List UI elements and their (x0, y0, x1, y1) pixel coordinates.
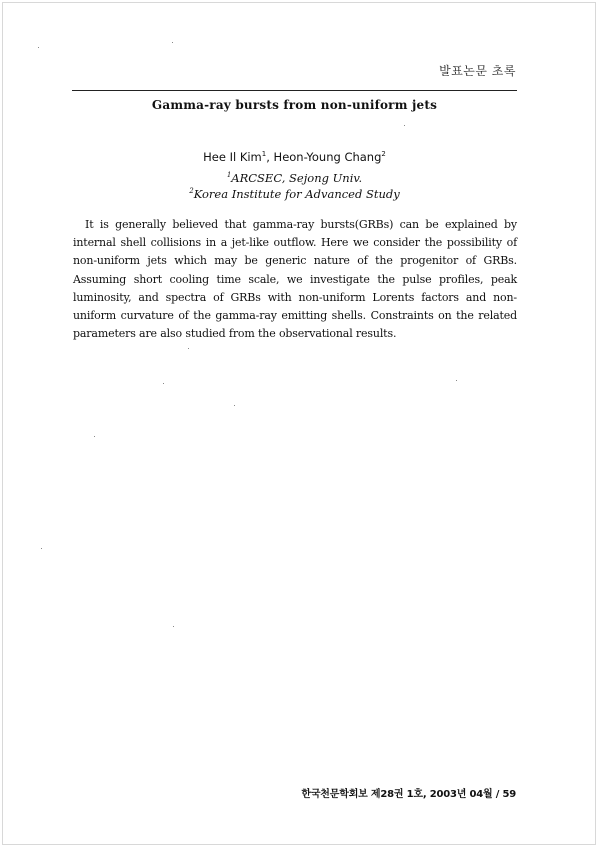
scan-speck (41, 548, 42, 549)
scan-speck (94, 436, 95, 437)
affiliation (72, 186, 517, 202)
scan-speck (234, 405, 235, 406)
scan-speck (456, 380, 457, 381)
author-name: Hee Il Kim (203, 150, 262, 164)
scan-speck (173, 626, 174, 627)
affiliation-mark: 2 (189, 187, 194, 196)
section-header: 발표논문 초록 (439, 64, 516, 78)
affiliation-mark: 1 (226, 171, 232, 180)
author-name: Heon-Young Chang (273, 150, 382, 164)
abstract-text: It is generally believed that gamma-ray bursts(GRBs) can be explained by internal shell collisions in a jet-like outflow. Here we consider the possibility of non-uniform jets which may be generic nature of the progenitor of GRBs. Assuming short cooling time scale, we investigate the pulse profiles, peak luminosity, and spectra of GRBs with non-uniform Lorents factors and non-uniform curvature of the gamma-ray emitting shells. Constraints on the related parameters are also studied from the observational results. (73, 218, 517, 341)
author-separator: , (266, 150, 274, 164)
paper-title: Gamma-ray bursts from non-uniform jets (151, 98, 438, 112)
scan-speck (188, 348, 189, 349)
header-rule (72, 90, 517, 91)
scan-speck (38, 47, 39, 48)
affiliation-name: ARCSEC, Sejong Univ. (231, 171, 363, 185)
affiliation (72, 170, 517, 186)
footer-citation: 한국천문학회보 제28권 1호, 2003년 04월 / 59 (301, 789, 516, 800)
affiliation-list (72, 170, 517, 202)
scan-speck (404, 125, 405, 126)
scan-speck (163, 383, 164, 384)
page-frame (2, 2, 596, 845)
author-affiliation-mark: 1 (261, 150, 267, 159)
author-list (72, 150, 517, 164)
scan-speck (172, 42, 173, 43)
affiliation-name: Korea Institute for Advanced Study (193, 187, 400, 201)
author-affiliation-mark: 2 (381, 150, 386, 159)
